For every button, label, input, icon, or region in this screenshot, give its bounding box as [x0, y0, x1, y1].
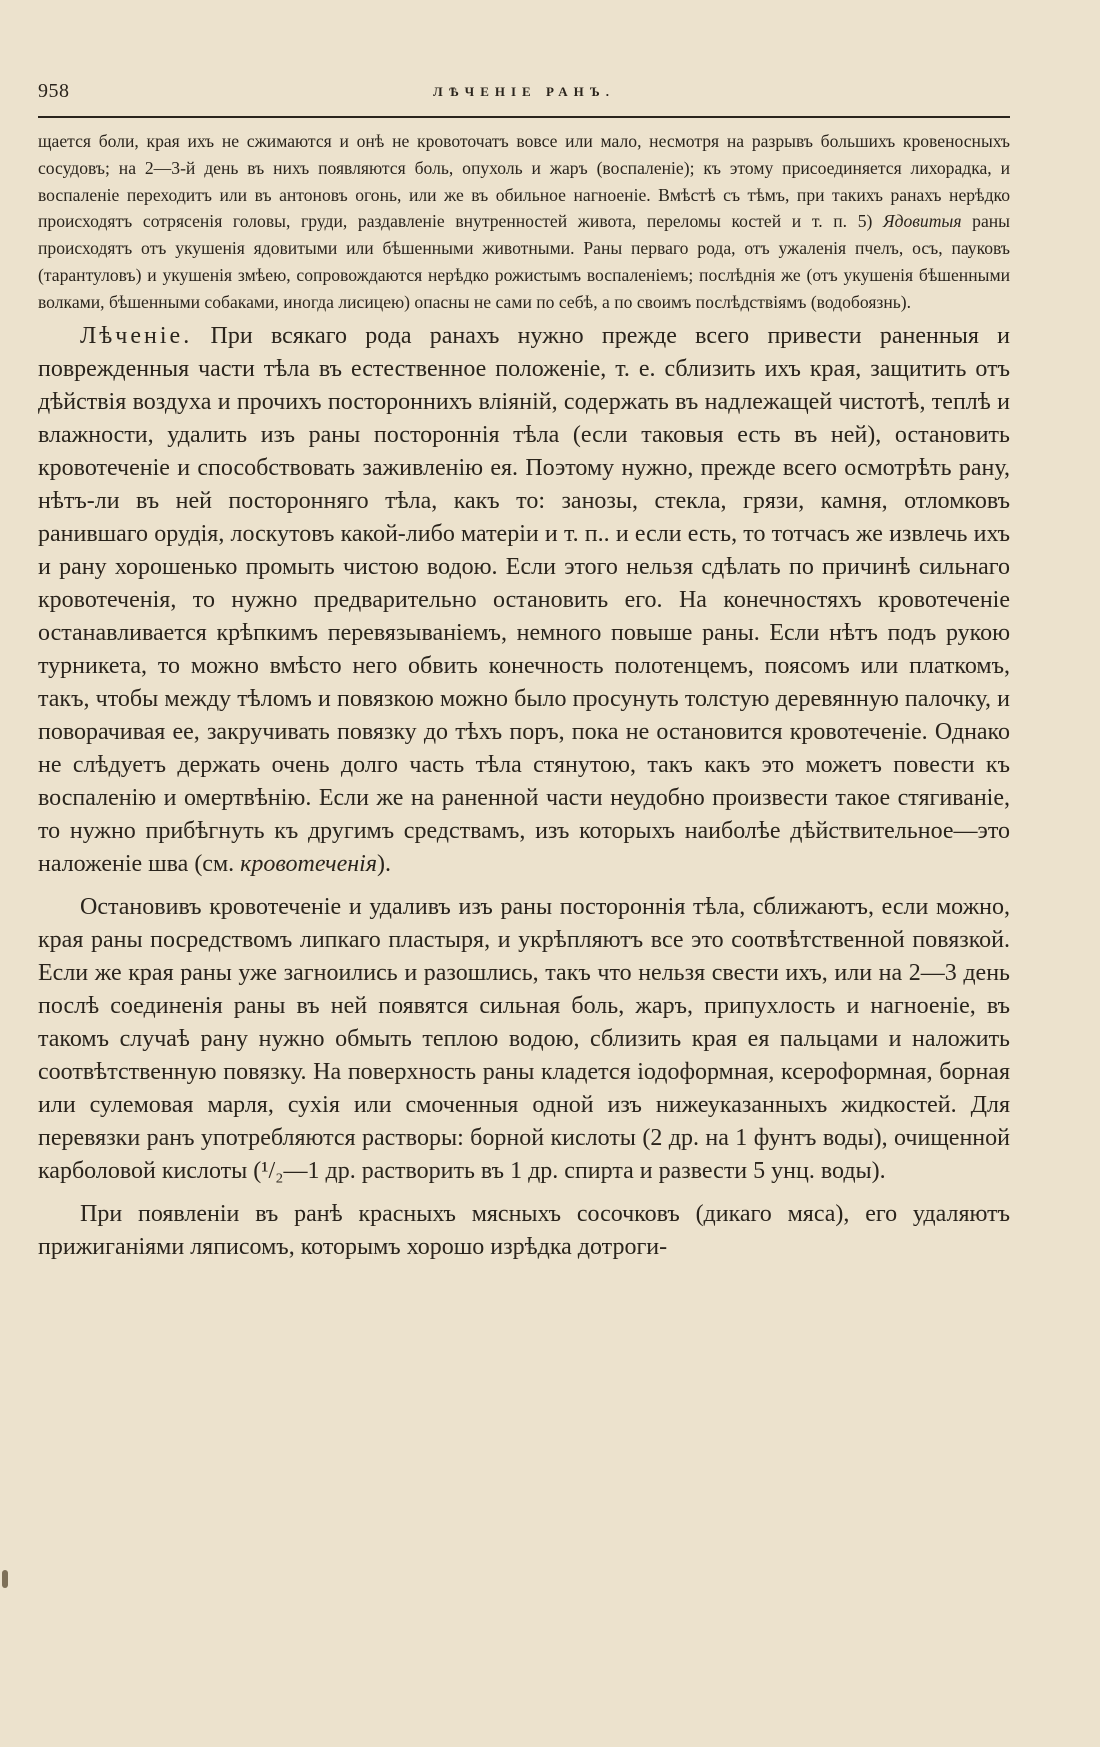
- margin-speck: [2, 1570, 8, 1588]
- paragraph-3: Остановивъ кровотеченіе и удаливъ изъ раны постороннія тѣла, сближаютъ, если можно, края раны посредствомъ липкаго пластыря, и укрѣпляютъ все это соотвѣтственной повязкой. Если же края раны уже загноились и разошлись, такъ что нельзя свести ихъ, или на 2—3 день послѣ соединенія раны въ ней появятся сильная боль, жаръ, припухлость и нагноеніе, въ такомъ случаѣ рану нужно обмыть теплою водою, сблизить края ея пальцами и наложить соотвѣтственную повязку. На поверхность раны кладется іодоформная, ксероформная, борная или сулемовая марля, сухія или смоченныя одной изъ нижеуказанныхъ жидкостей. Для перевязки ранъ употребляются растворы: борной кислоты (2 др. на 1 фунтъ воды), очищенной карболовой кислоты (¹/₂—1 др. растворить въ 1 др. спирта и развести 5 унц. воды).: [38, 893, 1010, 1184]
- header-rule: [38, 116, 1010, 118]
- italic-term: Ядовитыя: [883, 211, 962, 232]
- running-title: ЛѢЧЕНІЕ РАНЪ.: [433, 84, 615, 99]
- book-page: [38, 78, 1010, 1264]
- treatment-text-2: ).: [376, 850, 391, 877]
- top-paragraph: [38, 128, 1010, 316]
- paragraph-4: При появленіи въ ранѣ красныхъ мясныхъ сосочковъ (дикаго мяса), его удаляютъ прижиганіями ляписомъ, которымъ хорошо изрѣдка дотроги-: [38, 1200, 1010, 1260]
- treatment-heading: Лѣченіе.: [80, 322, 193, 349]
- top-paragraph-text-1: щается боли, края ихъ не сжимаются и онѣ не кровоточатъ вовсе или мало, несмотря на разрывъ большихъ кровеносныхъ сосудовъ; на 2—3-й день въ нихъ появляются боль, опухоль и жаръ (воспаленіе); къ этому присоединяется лихорадка, и воспаленіе переходитъ или въ антоновъ огонь, или же въ обильное нагноеніе. Вмѣстѣ съ тѣмъ, при такихъ ранахъ нерѣдко происходятъ сотрясенія головы, груди, раздавленіе внутренностей живота, переломы костей и т. п. 5): [38, 131, 1010, 232]
- page-number: 958: [38, 80, 70, 102]
- treatment-text-1: При всякаго рода ранахъ нужно прежде всего привести раненныя и поврежденныя части тѣла въ естественное положеніе, т. е. сблизить ихъ края, защитить отъ дѣйствія воздуха и прочихъ постороннихъ вліяній, содержать въ надлежащей чистотѣ, теплѣ и влажности, удалить изъ раны постороннія тѣла (если таковыя есть въ ней), остановить кровотеченіе и способствовать заживленію ея. Поэтому нужно, прежде всего осмотрѣть рану, нѣтъ-ли въ ней посторонняго тѣла, какъ то: занозы, стекла, грязи, камня, отломковъ ранившаго орудія, лоскутовъ какой-либо матеріи и т. п.. и если есть, то тотчасъ же извлечь ихъ и рану хорошенько промыть чистою водою. Если этого нельзя сдѣлать по причинѣ сильнаго кровотеченія, то нужно предварительно остановить его. На конечностяхъ кровотеченіе останавливается крѣпкимъ перевязываніемъ, немного повыше раны. Если нѣтъ подъ рукою турникета, то можно вмѣсто него обвить конечность полотенцемъ, поясомъ или платкомъ, такъ, чтобы между тѣломъ и повязкою можно было просунуть толстую деревянную палочку, и поворачивая ее, закручивать повязку до тѣхъ поръ, пока не остановится кровотеченіе. Однако не слѣдуетъ держать очень долго часть тѣла стянутою, такъ какъ это можетъ повести къ воспаленію и омертвѣнію. Если же на раненной части неудобно произвести такое стягиваніе, то нужно прибѣгнуть къ другимъ средствамъ, изъ которыхъ наиболѣе дѣйствительное—это наложеніе шва (см.: [38, 322, 1010, 877]
- top-paragraph-text-2: раны происходятъ отъ укушенія ядовитыми или бѣшенными животными. Раны перваго рода, отъ ужаленія пчелъ, осъ, пауковъ (тарантуловъ) и укушенія змѣею, сопровождаются нерѣдко рожистымъ воспаленіемъ; послѣднія же (отъ укушенія бѣшенными волками, бѣшенными собаками, иногда лисицею) опасны не сами по себѣ, а по своимъ послѣдствіямъ (водобоязнь).: [38, 211, 1010, 312]
- treatment-paragraph: [38, 320, 1010, 881]
- italic-reference: кровотеченія: [240, 850, 377, 877]
- running-head: [38, 78, 1010, 112]
